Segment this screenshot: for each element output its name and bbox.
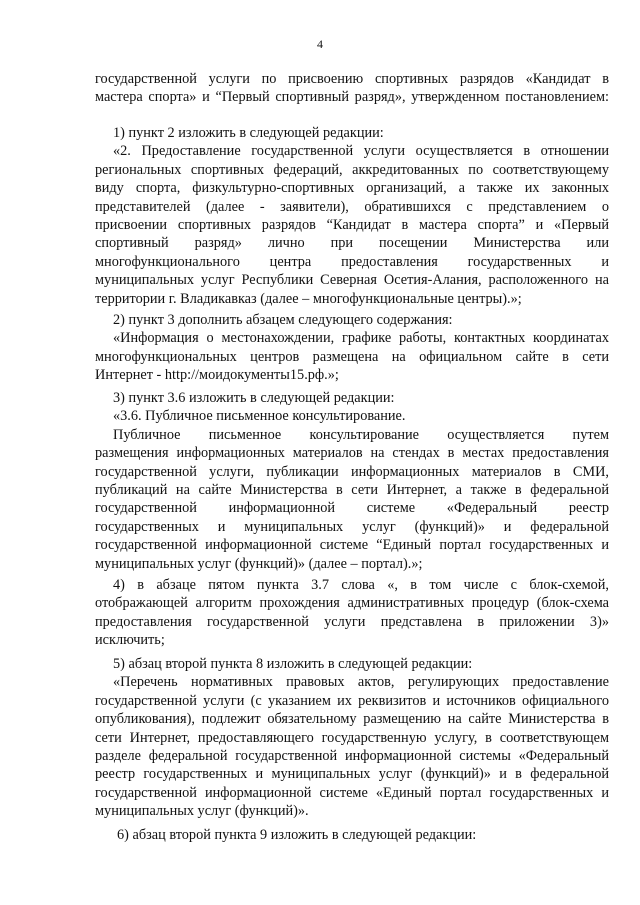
text-line: многофункциональных центров размещена на официальном сайте в сети (95, 348, 609, 365)
text-line: реестр государственных и муниципальных услуг (функций)» и в федеральной (95, 766, 609, 783)
item-heading: 5) абзац второй пункта 8 изложить в следующей редакции: (113, 656, 473, 672)
item-3 (95, 389, 609, 573)
text-line: размещения информационных материалов на стендах в местах предоставления (95, 445, 609, 462)
text-line: муниципальных услуг (функций)» (далее – портал).»; (95, 555, 423, 572)
text-line: государственной информационной системе «Единый портал государственных и (95, 784, 609, 801)
text-line: 4) в абзаце пятом пункта 3.7 слова «, в том числе с блок-схемой, (113, 577, 609, 593)
text-line: «Информация о местонахождении, графике работы, контактных координатах (113, 330, 609, 347)
text-line: государственных и муниципальных услуг (функций)» и федеральной (95, 518, 609, 535)
item-5 (95, 655, 609, 821)
item-4 (95, 576, 609, 650)
item-6 (95, 826, 609, 844)
text-line: «Перечень нормативных правовых актов, регулирующих предоставление (113, 674, 609, 691)
text-line: спортивный разряд» лично при посещении Министерства или (95, 235, 609, 252)
text-line: региональных спортивных федераций, аккредитованных по соответствующему (95, 161, 609, 178)
text-line: государственной услуги по присвоению спортивных разрядов «Кандидат в (95, 71, 609, 87)
text-line: многофункционального центра предоставления государственных и (95, 253, 609, 270)
text-line: территории г. Владикавказ (далее – многофункциональные центры).»; (95, 290, 522, 307)
text-line: муниципальных услуг (функций)». (95, 803, 309, 820)
item-heading: 2) пункт 3 дополнить абзацем следующего содержания: (113, 312, 453, 328)
text-line: муниципальных услуг Республики Северная Осетия-Алания, расположенного на (95, 272, 609, 289)
text-line: государственной информационной системе “Единый портал государственных и (95, 537, 609, 554)
text-line: отображающей алгоритм прохождения административных процедур (блок-схема (95, 595, 609, 612)
text-line: государственной информационной системе «Федеральный реестр (95, 500, 609, 517)
intro-paragraph (95, 70, 609, 107)
text-line: государственной услуги (с указанием их реквизитов и источников официального (95, 692, 609, 709)
text-line: государственной услуги, публикации информационных материалов в СМИ, (95, 463, 609, 480)
text-line: разделе федеральной государственной информационной системы «Федеральный (95, 748, 609, 765)
item-heading: 6) абзац второй пункта 9 изложить в следующей редакции: (117, 827, 477, 843)
item-heading: 1) пункт 2 изложить в следующей редакции: (113, 125, 384, 141)
text-line: присвоении спортивных разрядов “Кандидат в мастера спорта” и «Первый (95, 217, 609, 234)
text-line: исключить; (95, 632, 165, 649)
item-1 (95, 124, 609, 308)
text-line: Интернет - http://моидокументы15.рф.»; (95, 367, 339, 384)
text-line: предоставления государственной услуги представлена в приложении 3)» (95, 613, 609, 630)
text-line: «3.6. Публичное письменное консультирование. (113, 408, 406, 425)
text-line: Публичное письменное консультирование осуществляется путем (113, 426, 609, 443)
text-line: «2. Предоставление государственной услуги осуществляется в отношении (113, 143, 609, 160)
text-line: публикаций на сайте Министерства в сети Интернет, а также в федеральной (95, 482, 609, 499)
page-number: 4 (317, 37, 323, 51)
text-line: опубликования), подлежит обязательному размещению на сайте Министерства в (95, 711, 609, 728)
text-line: представителей (далее - заявители), обратившихся с представлением о (95, 198, 609, 215)
text-line: сети Интернет, предоставляющего государственную услугу, в соответствующем (95, 729, 609, 746)
text-line: мастера спорта» и “Первый спортивный разряд», утвержденном постановлением: (95, 89, 609, 106)
item-2 (95, 311, 609, 385)
item-heading: 3) пункт 3.6 изложить в следующей редакции: (113, 390, 395, 406)
text-line: виду спорта, физкультурно-спортивных организаций, а также их законных (95, 180, 609, 197)
